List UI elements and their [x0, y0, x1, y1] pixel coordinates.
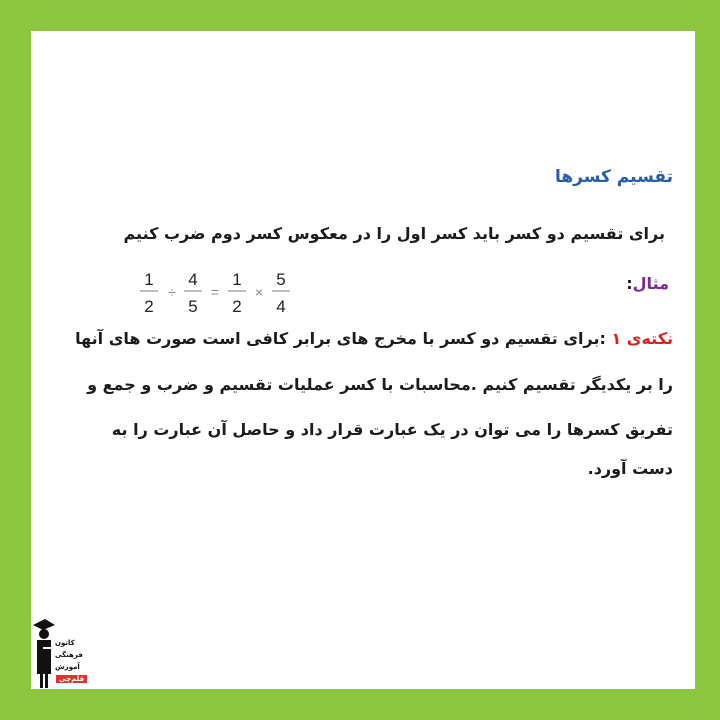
- divide-operator: ÷: [168, 284, 176, 300]
- note-line-1-text: :برای تقسیم دو کسر با مخرج های برابر کافی است صورت های آنها: [75, 329, 612, 348]
- note-line-4: دست آورد.: [587, 459, 673, 478]
- division-example-equation: [135, 267, 305, 315]
- example-label-colon: :: [626, 274, 633, 293]
- logo-badge: قلم‌چی: [56, 675, 87, 683]
- fraction1-denominator: 2: [144, 297, 154, 315]
- note-line-2: را بر یکدیگر تقسیم کنیم .محاسبات با کسر عملیات تقسیم و ضرب و جمع و: [87, 375, 673, 394]
- multiply-operator: ×: [254, 284, 264, 300]
- fraction3-numerator: 1: [232, 270, 242, 289]
- note-line-1: [75, 329, 673, 348]
- logo-text-line1: کانون: [55, 639, 75, 647]
- example-label: [626, 274, 669, 293]
- publisher-logo: [31, 615, 93, 689]
- note-line-3: تفریق کسرها را می توان در یک عبارت قرار داد و حاصل آن عبارت را به: [111, 420, 673, 439]
- logo-text-line3: آموزش: [55, 663, 80, 671]
- graduate-figure-icon: [31, 615, 55, 689]
- fraction2-numerator: 4: [188, 270, 198, 289]
- fraction4-denominator: 4: [276, 297, 286, 315]
- equals-sign: =: [210, 284, 220, 300]
- fraction3-denominator: 2: [232, 297, 242, 315]
- example-label-text: مثال: [632, 274, 669, 293]
- note-label: نکته‌ی ۱: [611, 329, 673, 348]
- rule-text: برای تقسیم دو کسر باید کسر اول را در معکوس کسر دوم ضرب کنیم: [123, 224, 665, 243]
- logo-text-line2: فرهنگی: [55, 651, 83, 659]
- fraction4-numerator: 5: [276, 270, 286, 289]
- fraction1-numerator: 1: [144, 270, 154, 289]
- section-title: تقسیم کسرها: [554, 167, 673, 187]
- content-card: [31, 31, 695, 689]
- fraction2-denominator: 5: [188, 297, 198, 315]
